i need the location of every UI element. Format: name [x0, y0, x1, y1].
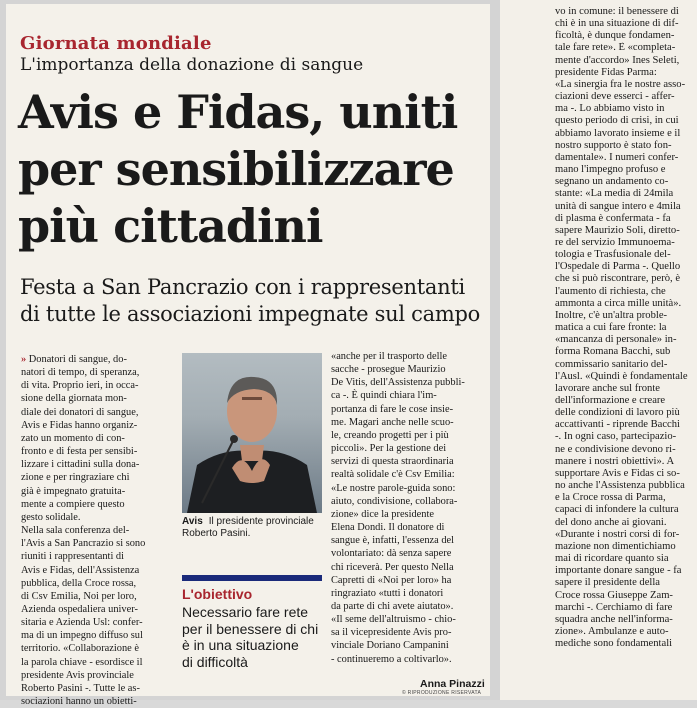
- portrait-photo: [182, 353, 322, 513]
- text-line: la parola chiave - esordisce il: [21, 656, 143, 668]
- text-line: l'Ospedale di Parma -. Quello: [555, 261, 681, 273]
- dropcap-marker: »: [21, 354, 29, 365]
- headline-line: più cittadini: [18, 199, 323, 253]
- text-line: mente a compiere questo: [21, 498, 125, 510]
- text-line: abbiamo lavorato insieme e il: [555, 127, 681, 139]
- text-line: mano l'impegno profuso e: [555, 164, 666, 176]
- caption-label: Avis: [182, 516, 203, 527]
- text-line: Azienda ospedaliera univer-: [21, 603, 138, 615]
- text-line: che si può riscontrare, però, è: [555, 273, 681, 285]
- continuation-column: [555, 6, 693, 650]
- text-line: De Vitis, dell'Assistenza pubbli-: [331, 377, 465, 389]
- subhead-line: Festa a San Pancrazio con i rappresentanti: [20, 275, 465, 299]
- text-line: » Donatori di sangue, do-: [21, 354, 127, 365]
- text-line: sapere Maurizio Soli, diretto-: [555, 224, 680, 236]
- text-line: natori di tempo, di speranza,: [21, 367, 140, 379]
- text-line: importante donare sangue - fa: [555, 565, 682, 577]
- text-line: damentale». I numeri confer-: [555, 151, 679, 163]
- text-line: matica a cui fare fronte: la: [555, 322, 667, 334]
- text-line: unità di sangue intero e 4mila: [555, 200, 681, 212]
- text-line: sapere il presidente della: [555, 577, 661, 589]
- text-line: dell'informazione e creare: [555, 395, 666, 406]
- text-line: presidente Fidas Parma:: [555, 66, 657, 78]
- text-line: - continueremo a coltivarlo».: [331, 653, 452, 665]
- kicker: Giornata mondiale: [20, 33, 212, 54]
- text-line: già è impegnato gratuita-: [21, 485, 126, 497]
- text-line: «mancanza di personale» in-: [555, 334, 677, 346]
- text-line: nostro supporto è stato fon-: [555, 139, 672, 151]
- reproduction-notice: © RIPRODUZIONE RISERVATA: [402, 690, 482, 696]
- text-line: zione e per ringraziare chi: [21, 472, 130, 484]
- text-line: Avis e Fidas hanno organiz-: [21, 419, 138, 431]
- text-line: l'Ausl. «Quindi è fondamentale: [555, 370, 688, 382]
- text-line: tologia e Trasfusionale del-: [555, 249, 671, 261]
- text-line: riuniti i rappresentanti di: [21, 551, 125, 563]
- text-line: marchi -. Cerchiamo di fare: [555, 601, 673, 613]
- text-line: di vita. Proprio ieri, in occa-: [21, 380, 139, 392]
- photo-caption: [182, 516, 322, 540]
- text-line: l'Avis a San Pancrazio si sono: [21, 538, 146, 550]
- text-line: territorio. «Collaborazione è: [21, 643, 140, 655]
- text-line: -. In ogni caso, partecipazio-: [555, 431, 677, 443]
- text-line: zione» dice la presidente: [331, 508, 434, 520]
- text-line: «Le nostre parole-guida sono:: [331, 482, 456, 494]
- text-line: «Durante i nostri corsi di for-: [555, 528, 680, 540]
- text-line: le, creando progetti per i più: [331, 429, 449, 441]
- text-line: servizi di questa straordinaria: [331, 456, 454, 468]
- text-line: Inoltre, c'è un'altra proble-: [555, 309, 668, 321]
- text-line: mai di ricordare quanto sia: [555, 553, 669, 565]
- subheadline: [20, 274, 485, 328]
- text-line: ficoltà, è dunque fondamen-: [555, 30, 675, 42]
- text-line: zato un momento di con-: [21, 432, 125, 444]
- sidebar-line: di difficoltà: [182, 653, 248, 670]
- text-line: mazione non dimentichiamo: [555, 540, 676, 552]
- body-column-3: [331, 350, 483, 666]
- text-line: questo periodo di crisi, in cui: [555, 115, 679, 127]
- text-line: Avis e Fidas, dell'Assistenza: [21, 564, 140, 576]
- text-line: stante: «La media di 24mila: [555, 188, 674, 200]
- text-line: del dono anche ai giovani.: [555, 516, 667, 528]
- sidebar-line: è in una situazione: [182, 637, 299, 653]
- text-line: mediche sono fondamentali: [555, 638, 673, 650]
- text-line: segnano un andamento co-: [555, 176, 669, 188]
- text-line: di plasma è confermata - fa: [555, 212, 671, 224]
- text-line: commissario sanitario del-: [555, 358, 668, 370]
- sidebar-rule: [182, 575, 322, 581]
- text-line: e la Croce rossa di Parma,: [555, 492, 666, 504]
- subhead-line: di tutte le associazioni impegnate sul campo: [20, 302, 480, 326]
- text-line: squadra anche nell'informa-: [555, 613, 673, 625]
- text-line: sociazioni hanno un obietti-: [21, 696, 137, 708]
- text-line: chi è in una situazione di dif-: [555, 18, 679, 30]
- text-line: sacche - prosegue Maurizio: [331, 364, 446, 376]
- text-line: ne e condivisione devono ri-: [555, 443, 676, 455]
- text-line: fronto e di festa per sensibi-: [21, 446, 138, 458]
- text-line: ma di un impegno diffuso sul: [21, 630, 143, 642]
- text-line: Nella sala conferenza del-: [21, 525, 130, 537]
- text-line: manere i nostri obiettivi». A: [555, 455, 675, 467]
- text-line: realtà solidale c'è Csv Emilia:: [331, 469, 455, 481]
- text-line: di Csv Emilia, Noi per loro,: [21, 590, 137, 602]
- text-line: ringraziato «tutti i donatori: [331, 587, 444, 599]
- text-line: sa il vicepresidente Avis pro-: [331, 627, 452, 639]
- text-line: piccoli». Per la gestione dei: [331, 443, 447, 455]
- text-line: «anche per il trasporto delle: [331, 351, 447, 362]
- text-line: lavorare anche sul fronte: [555, 382, 661, 394]
- text-line: capaci di infondere la cultura: [555, 504, 679, 516]
- text-line: Elena Dondi. Il donatore di: [331, 522, 445, 534]
- text-line: delle condizioni di lavoro più: [555, 407, 680, 419]
- sidebar-line: Necessario fare rete: [182, 604, 309, 620]
- text-line: re del servizio Immunoema-: [555, 236, 675, 248]
- text-line: ma -. Lo abbiamo visto in: [555, 103, 665, 115]
- text-line: ca -. È quindi chiara l'im-: [331, 390, 437, 402]
- text-line: vinciale Doriano Campanini: [331, 640, 449, 652]
- text-line: zione». Ambulanze e auto-: [555, 625, 669, 637]
- text-line: pubblica, della Croce rossa,: [21, 577, 137, 589]
- caption-text: Il presidente provinciale Roberto Pasini.: [182, 516, 314, 539]
- sidebar-text: [182, 604, 327, 670]
- sidebar-title: L'obiettivo: [182, 586, 253, 602]
- text-line: gesto solidale.: [21, 511, 81, 523]
- headline-line: Avis e Fidas, uniti: [18, 85, 458, 139]
- text-line: ammonta a circa mille unità».: [555, 297, 682, 309]
- text-line: da parte di chi avete aiutato».: [331, 600, 454, 612]
- text-line: l'aumento di richiesta, che: [555, 285, 666, 297]
- text-line: ciazioni deve esserci - affer-: [555, 91, 675, 103]
- text-line: Capretti di «Noi per loro» ha: [331, 574, 452, 586]
- text-line: lizzare i cittadini sulla dona-: [21, 459, 140, 471]
- text-line: tale fare rete». È «completa-: [555, 42, 676, 54]
- text-line: «La sinergia fra le nostre asso-: [555, 78, 686, 90]
- text-line: Croce rossa Giuseppe Zam-: [555, 589, 673, 601]
- overline: L'importanza della donazione di sangue: [20, 55, 364, 75]
- headline-line: per sensibilizzare: [18, 142, 454, 196]
- text-line: presidente Avis provinciale: [21, 669, 134, 681]
- text-line: aiuto, condivisione, collabora-: [331, 495, 458, 507]
- headline: [18, 84, 483, 255]
- text-line: volontariato: dà senza sapere: [331, 548, 452, 560]
- sidebar-line: per il benessere di chi: [182, 620, 319, 637]
- text-line: supportare Avis e Fidas ci so-: [555, 467, 680, 479]
- text-line: sangue è, infatti, l'essenza del: [331, 535, 455, 547]
- text-line: portanza di fare le cose insie-: [331, 403, 454, 415]
- body-column-1: [21, 353, 173, 708]
- author-byline: Anna Pinazzi: [420, 678, 485, 690]
- text-line: Roberto Pasini -. Tutte le as-: [21, 682, 140, 694]
- text-line: forma Romana Bacchi, sub: [555, 346, 671, 358]
- text-line: accattivanti - riprende Bacchi: [555, 419, 680, 431]
- text-line: mente d'accordo» Ines Seleti,: [555, 54, 680, 66]
- text-line: sitaria e Azienda Usl: confer-: [21, 617, 143, 629]
- text-line: no anche l'Assistenza pubblica: [555, 480, 685, 492]
- text-line: diale dei donatori di sangue,: [21, 406, 139, 418]
- text-line: vo in comune: il benessere di: [555, 6, 679, 17]
- text-line: chi riceverà. Per questo Nella: [331, 561, 454, 573]
- text-line: sione della giornata mon-: [21, 393, 127, 405]
- text-line: «Il seme dell'altruismo - chio-: [331, 614, 456, 626]
- text-line: me. Magari anche nelle scuo-: [331, 416, 454, 428]
